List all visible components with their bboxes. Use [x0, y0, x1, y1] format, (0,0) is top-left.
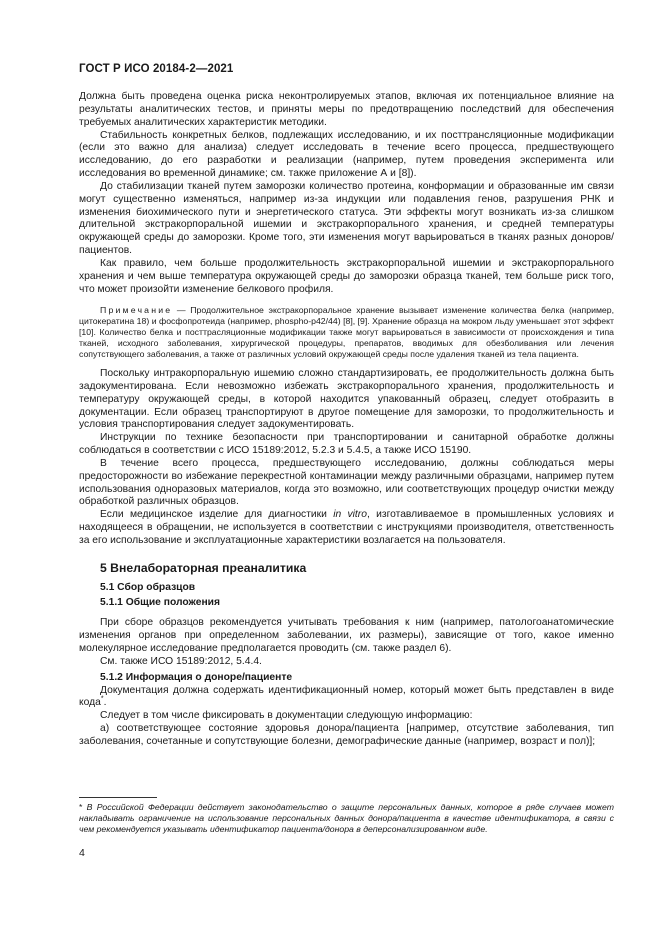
paragraph: Инструкции по технике безопасности при транспортировании и санитарной обработке должны соблюдаться в соответствии с ИСО 15189:2012, 5.2.3 и 5.4.5, а также ИСО 15190.	[79, 432, 614, 457]
paragraph-text: Если медицинское изделие для диагностики	[100, 509, 334, 521]
list-item: а) соответствующее состояние здоровья донора/пациента [например, отсутствие заболевания, тип заболевания, сочетанные и сопутствующие болезни, демографические данные (например, возраст и пол)];	[79, 723, 614, 747]
paragraph-text: , изготавливаемое в промышленных условиях и находящееся в обращении, не используется в соответствии с инструкциями производителя, ответственность за его использование и эксплуатационные характеристики возлагается на пользователя.	[79, 509, 614, 546]
note	[79, 305, 614, 360]
paragraph-italic: in vitro	[333, 509, 367, 521]
footnote-reference: *	[100, 695, 104, 703]
document-header: ГОСТ Р ИСО 20184-2—2021	[79, 63, 234, 75]
paragraph: До стабилизации тканей путем заморозки количество протеина, конформации и образованные им связи могут существенно изменяться, например из-за индукции или подавления генов, разрушения РНК и изменения биохимического пути и энергетического статуса. Эти эффекты могут возникать из-за слишком длительной экстракорпоральной ишемии и экстракорпорального хранения, и средней температуры окружающей среды до заморозки. Кроме того, эти изменения могут варьироваться в тканях разных доноров/пациентов.	[79, 180, 614, 257]
section-heading: 5 Внелабораторная преаналитика	[100, 560, 307, 575]
note-label: Примечание	[100, 304, 173, 315]
subsection-heading: 5.1.1 Общие положения	[100, 597, 220, 609]
subsection-heading: 5.1.2 Информация о доноре/пациенте	[100, 671, 293, 683]
footnote	[79, 802, 614, 836]
paragraph: В течение всего процесса, предшествующего исследованию, должны соблюдаться меры предосторожности во избежание перекрестной контаминации между различными образцами, например путем использования одноразовых материалов, когда это возможно, или соответствующих процедур очистки между обработкой различных образцов.	[79, 457, 614, 508]
paragraph-text: Документация должна содержать идентификационный номер, который может быть представлен в виде кода	[79, 684, 614, 709]
paragraph: Как правило, чем больше продолжительность экстракорпоральной ишемии и экстракорпорального хранения и чем выше температура окружающей среды до заморозки образца тканей, тем больше риск того, что может произойти изменение белкового профиля.	[79, 257, 614, 295]
footnote-separator	[79, 797, 157, 798]
paragraph: Стабильность конкретных белков, подлежащих исследованию, и их посттрансляционные модификации (если это важно для анализа) следует исследовать в течение всего процесса, предшествующего исследованию, до его разработки и реализации (например, путем проведения эксперимента или исследования во временной динамике; см. также приложение А и [8]).	[79, 129, 614, 180]
paragraph: Должна быть проведена оценка риска неконтролируемых этапов, включая их потенциальное влияние на результаты аналитических тестов, и приняты меры по предотвращению последствий для обеспечения требуемых аналитических характеристик методики.	[79, 91, 614, 128]
paragraph	[79, 685, 614, 711]
footnote-mark: *	[79, 802, 83, 812]
footnote-text: В Российской Федерации действует законодательство о защите персональных данных, которое в ряде случаев может накладывать ограничение на использование персональных данных донора/пациента в качестве идентификатора, в связи с чем рекомендуется указывать идентификатор пациента/донора в деперсонализированном виде.	[79, 802, 614, 835]
document-body	[79, 91, 614, 749]
page-number: 4	[79, 847, 85, 859]
paragraph: См. также ИСО 15189:2012, 5.4.4.	[100, 655, 262, 667]
paragraph: Поскольку интракорпоральную ишемию сложно стандартизировать, ее продолжительность должна быть задокументирована. Если невозможно избежать экстракорпорального хранения, продолжительность и температуру окружающей среды, в которой находится упакованный образец, следует отобразить в документации. Если образец транспортируют в другое помещение для заморозки, то продолжительность и условия транспортирования следует задокументировать.	[79, 367, 614, 431]
note-text: — Продолжительное экстракорпоральное хранение вызывает изменение количества белка (например, цитокератина 18) и фосфопротеида (например, phospho-p42/44) [8], [9]. Хранение образца на мокром льду уменьшает этот эффект [10]. Количество белка и посттрасляционные модификации также могут варьироваться в зависимости от происхождения и типа тканей, исходного заболевания, хирургической процедуры, препаратов, вводимых для обезболивания или лечения сопутствующего заболевания, а также от различных условий окружающей среды после удаления тканей из тела пациента.	[79, 304, 614, 359]
paragraph	[79, 509, 614, 548]
paragraph: При сборе образцов рекомендуется учитывать требования к ним (например, патологоанатомические изменения органов при определенном заболевании, их размеры), зависящие от того, какое именно молекулярное исследование предполагается проводить (см. также раздел 6).	[79, 617, 614, 654]
paragraph-text: .	[103, 697, 107, 709]
paragraph: Следует в том числе фиксировать в документации следующую информацию:	[100, 710, 473, 722]
subsection-heading: 5.1 Сбор образцов	[100, 581, 196, 593]
